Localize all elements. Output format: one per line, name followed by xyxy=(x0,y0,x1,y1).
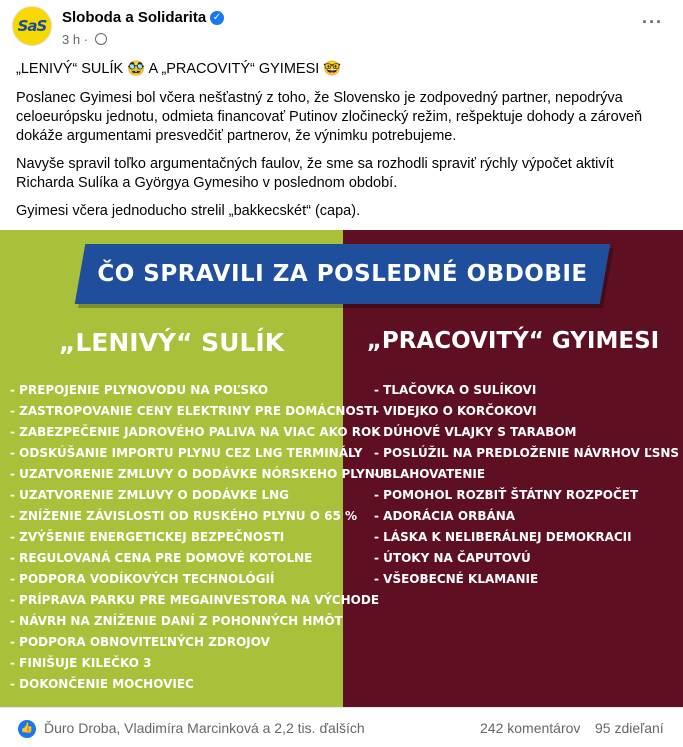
post-title: „LENIVÝ“ SULÍK 🥸 A „PRACOVITÝ“ GYIMESI 🤓 xyxy=(16,61,342,77)
avatar-logo-text: SaS xyxy=(17,17,47,35)
left-list-item: - FINIŠUJE KILEČKO 3 xyxy=(10,656,152,670)
left-list-item: - DOKONČENIE MOCHOVIEC xyxy=(10,677,194,691)
left-list-item: - ZASTROPOVANIE CENY ELEKTRINY PRE DOMÁCNOSTI xyxy=(10,404,377,418)
post-paragraph-1: Poslanec Gyimesi bol včera nešťastný z toho, že Slovensko je zodpovedný partner, nepodrýva celoeurópsku jednotu, odmieta financovať Putinov zločinecký režim, rešpektuje dohody a zároveň dokáže argumentami presvedčiť partnerov, že výnimku potrebujeme. xyxy=(16,90,643,144)
right-list-item: - ÚTOKY NA ČAPUTOVÚ xyxy=(374,551,531,565)
left-list-item: - PODPORA VODÍKOVÝCH TECHNOLÓGIÍ xyxy=(10,572,275,586)
right-list-item: - VIDEJKO O KORČOKOVI xyxy=(374,404,537,418)
right-list-item: - POSLÚŽIL NA PREDLOŽENIE NÁVRHOV ĽSNS xyxy=(374,446,680,460)
post-paragraph-3: Gyimesi včera jednoducho strelil „bakkecskét“ (capa). xyxy=(16,203,361,219)
post-footer xyxy=(0,707,683,747)
left-list-item: - REGULOVANÁ CENA PRE DOMOVÉ KOTOLNE xyxy=(10,551,313,565)
left-list xyxy=(10,380,385,695)
page-name-link[interactable]: Sloboda a Solidarita xyxy=(62,9,207,26)
like-reaction-icon[interactable]: 👍 xyxy=(18,720,36,738)
reactors-link[interactable]: Ďuro Droba, Vladimíra Marcinková a 2,2 tis. ďalších xyxy=(44,720,365,736)
post-time-link[interactable]: 3 h xyxy=(62,32,81,47)
left-list-item: - ZNÍŽENIE ZÁVISLOSTI OD RUSKÉHO PLYNU O 65 % xyxy=(10,509,357,523)
left-list-item: - PRÍPRAVA PARKU PRE MEGAINVESTORA NA VÝCHODE xyxy=(10,593,380,607)
right-heading: „PRACOVITÝ“ GYIMESI xyxy=(366,328,660,354)
right-list xyxy=(374,380,679,590)
left-list-item: - ZVÝŠENIE ENERGETICKEJ BEZPEČNOSTI xyxy=(10,530,285,544)
right-list-item: - VŠEOBECNÉ KLAMANIE xyxy=(374,572,539,586)
post-header xyxy=(0,0,683,56)
left-list-item: - PODPORA OBNOVITEĽNÝCH ZDROJOV xyxy=(10,635,270,649)
verified-badge-icon: ✓ xyxy=(210,11,224,25)
post-image[interactable] xyxy=(0,230,683,707)
comments-count-link[interactable]: 242 komentárov xyxy=(480,720,581,736)
right-list-item: - LÁSKA K NELIBERÁLNEJ DEMOKRACII xyxy=(374,530,632,544)
right-list-item: - TLAČOVKA O SULÍKOVI xyxy=(374,383,537,397)
banner-title: ČO SPRAVILI ZA POSLEDNÉ OBDOBIE xyxy=(97,261,588,287)
left-list-item: - UZATVORENIE ZMLUVY O DODÁVKE NÓRSKEHO PLYNU xyxy=(10,467,385,481)
post-text xyxy=(16,60,666,230)
right-list-item: - POMOHOL ROZBIŤ ŠTÁTNY ROZPOČET xyxy=(374,488,639,502)
left-list-item: - ZABEZPEČENIE JADROVÉHO PALIVA NA VIAC AKO ROK xyxy=(10,425,381,439)
left-list-item: - ODSKÚŠANIE IMPORTU PLYNU CEZ LNG TERMINÁLY xyxy=(10,446,363,460)
page-avatar[interactable] xyxy=(12,6,52,46)
left-list-item: - PREPOJENIE PLYNOVODU NA POĽSKO xyxy=(10,383,269,397)
post-meta xyxy=(62,32,107,47)
left-list-item: - UZATVORENIE ZMLUVY O DODÁVKE LNG xyxy=(10,488,289,502)
post-paragraph-2: Navyše spravil toľko argumentačných faulov, že sme sa rozhodli spraviť rýchly výpočet aktivít Richarda Sulíka a Györgya Gymesiho v poslednom období. xyxy=(16,156,614,191)
left-list-item: - NÁVRH NA ZNÍŽENIE DANÍ Z POHONNÝCH HMÔT xyxy=(10,614,343,628)
shares-count-link[interactable]: 95 zdieľaní xyxy=(595,720,664,736)
left-heading: „LENIVÝ“ SULÍK xyxy=(58,328,285,357)
meta-separator: · xyxy=(83,32,89,47)
more-options-icon[interactable]: ··· xyxy=(642,12,663,32)
right-list-item: - ADORÁCIA ORBÁNA xyxy=(374,509,516,523)
right-list-item: - BLAHOVATENIE xyxy=(374,467,486,481)
right-list-item: - DÚHOVÉ VLAJKY S TARABOM xyxy=(374,425,577,439)
globe-icon xyxy=(95,33,107,45)
